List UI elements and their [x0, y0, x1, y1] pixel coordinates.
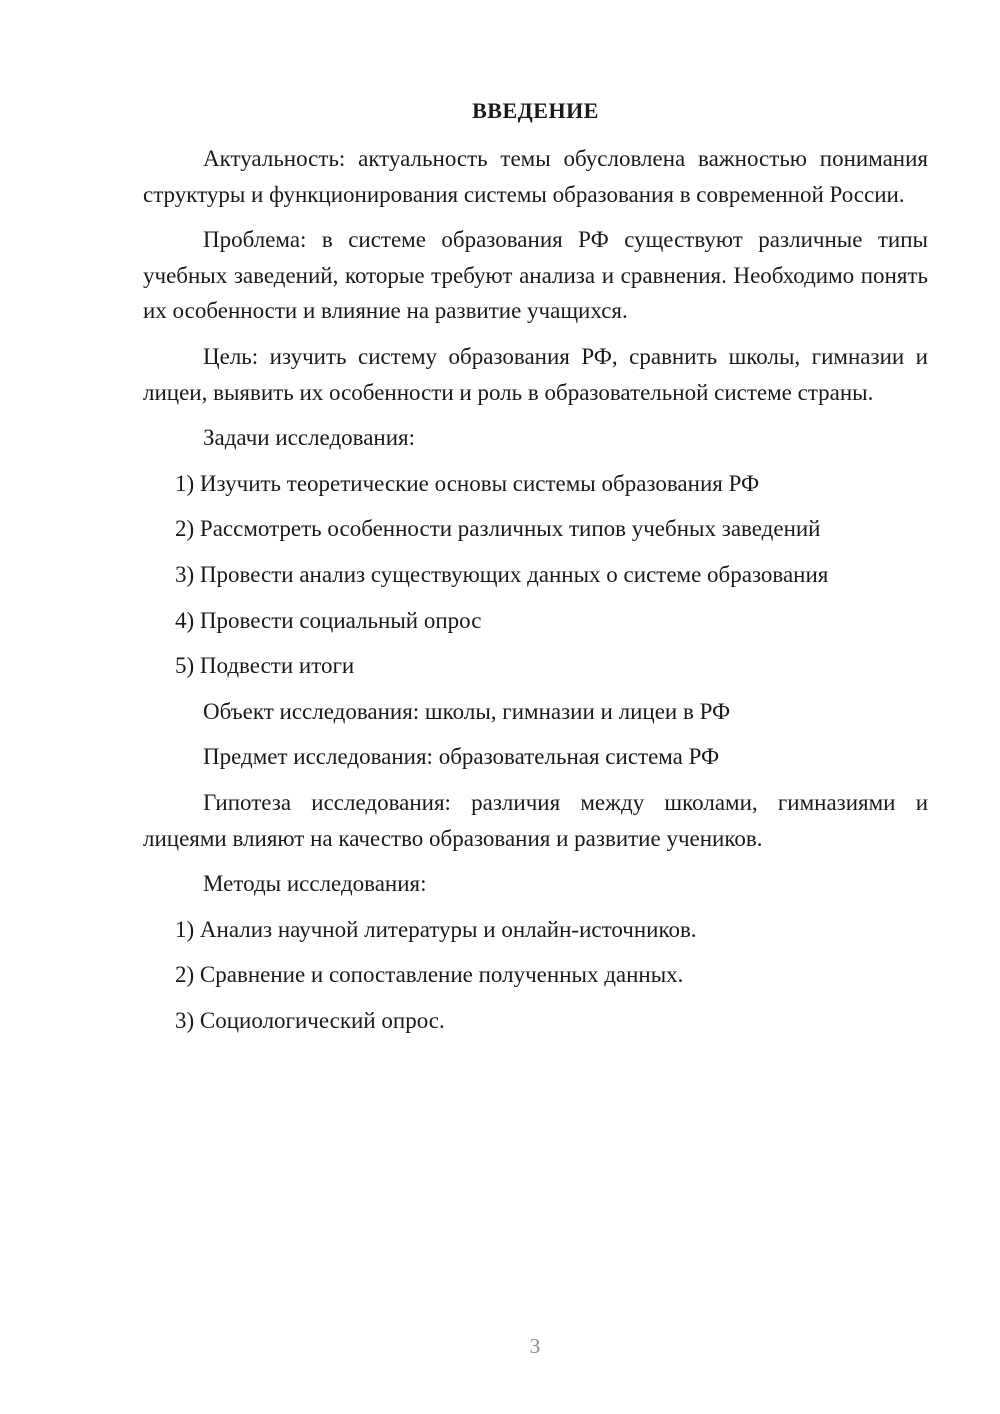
task-item: 5) Подвести итоги	[175, 653, 355, 679]
subject-paragraph: Предмет исследования: образовательная система РФ	[203, 744, 720, 770]
page-number: 3	[529, 1334, 541, 1358]
task-item: 4) Провести социальный опрос	[175, 607, 482, 633]
method-item: 3) Социологический опрос.	[175, 1007, 445, 1033]
task-item: 2) Рассмотреть особенности различных типов учебных заведений	[175, 516, 821, 542]
page-title: ВВЕДЕНИЕ	[472, 98, 599, 123]
method-item: 2) Сравнение и сопоставление полученных данных.	[175, 962, 684, 988]
methods-heading: Методы исследования:	[203, 871, 427, 897]
relevance-paragraph: Актуальность: актуальность темы обусловлена важностью понимания структуры и функционирования системы образования в современной России.	[143, 146, 928, 207]
hypothesis-paragraph: Гипотеза исследования: различия между школами, гимназиями и лицеями влияют на качество образования и развитие учеников.	[143, 789, 928, 851]
problem-paragraph: Проблема: в системе образования РФ существуют различные типы учебных заведений, которые требуют анализа и сравнения. Необходимо понять их особенности и влияние на развитие учащихся.	[143, 227, 928, 324]
method-item: 1) Анализ научной литературы и онлайн-источников.	[175, 916, 697, 942]
task-item: 1) Изучить теоретические основы системы образования РФ	[175, 470, 760, 496]
goal-paragraph: Цель: изучить систему образования РФ, сравнить школы, гимназии и лицеи, выявить их особенности и роль в образовательной системе страны.	[143, 343, 928, 405]
task-item: 3) Провести анализ существующих данных о системе образования	[175, 561, 829, 587]
tasks-heading: Задачи исследования:	[203, 425, 416, 451]
object-paragraph: Объект исследования: школы, гимназии и лицеи в РФ	[203, 698, 731, 724]
document-body	[143, 141, 928, 1048]
